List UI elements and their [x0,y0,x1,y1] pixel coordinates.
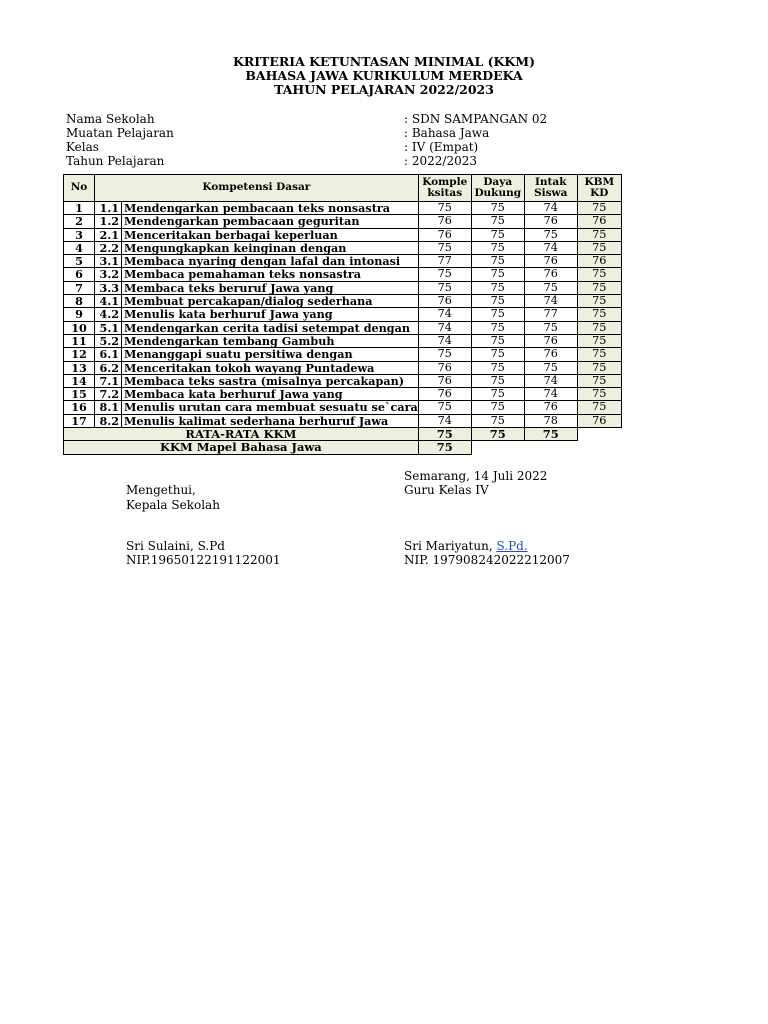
row-kbm-kd: 75 [577,401,621,414]
principal-nip: NIP.19650122191122001 [126,553,281,567]
row-kbm-kd: 75 [577,348,621,361]
info-label-class: Kelas [66,140,99,154]
table-row [64,295,622,308]
table-row [64,321,622,334]
header-kbm-kd: KBM KD [577,175,621,202]
table-row [64,348,622,361]
row-daya-dukung: 75 [471,255,524,268]
table-row [64,308,622,321]
row-description: Mendengarkan tembang Gambuh [122,334,419,347]
row-kbm-kd: 75 [577,268,621,281]
row-number: 10 [64,321,95,334]
row-intak-siswa: 76 [524,268,577,281]
row-description: Menceritakan tokoh wayang Puntadewa [122,361,419,374]
average-row [64,428,622,441]
row-intak-siswa: 75 [524,228,577,241]
info-value-school: : SDN SAMPANGAN 02 [404,112,548,126]
row-daya-dukung: 75 [471,228,524,241]
info-value-class: : IV (Empat) [404,140,479,154]
table-header-row [64,175,622,202]
row-intak-siswa: 74 [524,374,577,387]
row-daya-dukung: 75 [471,308,524,321]
row-intak-siswa: 76 [524,255,577,268]
mapel-row [64,441,622,454]
doc-title-line2: BAHASA JAWA KURIKULUM MERDEKA [245,68,523,83]
row-description: Membaca pemahaman teks nonsastra [122,268,419,281]
row-kbm-kd: 76 [577,414,621,427]
row-intak-siswa: 74 [524,295,577,308]
row-kompleksitas: 75 [418,268,471,281]
row-daya-dukung: 75 [471,202,524,215]
row-kompleksitas: 74 [418,308,471,321]
row-kd-code: 7.2 [95,388,122,401]
row-number: 5 [64,255,95,268]
row-daya-dukung: 75 [471,215,524,228]
row-intak-siswa: 74 [524,202,577,215]
row-description: Membaca kata berhuruf Jawa yang [122,388,419,401]
header-kompetensi-dasar: Kompetensi Dasar [95,175,419,202]
table-row [64,228,622,241]
row-kd-code: 8.1 [95,401,122,414]
row-kbm-kd: 75 [577,228,621,241]
row-number: 1 [64,202,95,215]
row-number: 2 [64,215,95,228]
row-number: 13 [64,361,95,374]
row-number: 16 [64,401,95,414]
table-row [64,241,622,254]
row-kbm-kd: 75 [577,241,621,254]
row-kompleksitas: 77 [418,255,471,268]
row-daya-dukung: 75 [471,401,524,414]
row-kd-code: 6.2 [95,361,122,374]
row-daya-dukung: 75 [471,348,524,361]
row-number: 4 [64,241,95,254]
row-kd-code: 3.3 [95,281,122,294]
row-description: Menulis kalimat sederhana berhuruf Jawa [122,414,419,427]
row-number: 6 [64,268,95,281]
mapel-value: 75 [418,441,471,454]
doc-title-line3: TAHUN PELAJARAN 2022/2023 [274,82,494,97]
average-label: RATA-RATA KKM [64,428,419,441]
info-label-subject: Muatan Pelajaran [66,126,174,140]
row-kbm-kd: 76 [577,215,621,228]
row-description: Menulis urutan cara membuat sesuatu se`cara [122,401,419,414]
table-row [64,281,622,294]
row-kbm-kd: 75 [577,202,621,215]
header-kompleksitas: Komple ksitas [418,175,471,202]
mapel-label: KKM Mapel Bahasa Jawa [64,441,419,454]
row-number: 12 [64,348,95,361]
row-kd-code: 3.2 [95,268,122,281]
row-kbm-kd: 75 [577,308,621,321]
row-kompleksitas: 76 [418,374,471,387]
table-row [64,334,622,347]
header-no: No [64,175,95,202]
row-kbm-kd: 75 [577,295,621,308]
row-kompleksitas: 74 [418,334,471,347]
row-kbm-kd: 76 [577,255,621,268]
doc-title-line1: KRITERIA KETUNTASAN MINIMAL (KKM) [232,54,536,69]
row-intak-siswa: 76 [524,348,577,361]
row-kbm-kd: 75 [577,388,621,401]
row-kd-code: 4.1 [95,295,122,308]
row-daya-dukung: 75 [471,281,524,294]
principal-role: Kepala Sekolah [126,498,220,512]
row-daya-dukung: 75 [471,388,524,401]
table-row [64,215,622,228]
row-daya-dukung: 75 [471,241,524,254]
row-kd-code: 5.2 [95,334,122,347]
header-intak-siswa: Intak Siswa [524,175,577,202]
row-kbm-kd: 75 [577,281,621,294]
row-daya-dukung: 75 [471,374,524,387]
info-label-year: Tahun Pelajaran [66,154,165,168]
info-value-year: : 2022/2023 [404,154,477,168]
row-description: Mendengarkan pembacaan geguritan [122,215,419,228]
principal-name: Sri Sulaini, S.Pd [126,539,225,553]
row-intak-siswa: 78 [524,414,577,427]
row-kd-code: 6.1 [95,348,122,361]
row-description: Mendengarkan cerita tadisi setempat dengan [122,321,419,334]
average-kompleksitas: 75 [418,428,471,441]
row-kompleksitas: 76 [418,295,471,308]
row-description: Membaca nyaring dengan lafal dan intonasi [122,255,419,268]
row-description: Membaca teks beruruf Jawa yang [122,281,419,294]
kkm-table [63,174,622,455]
row-kbm-kd: 75 [577,321,621,334]
row-kd-code: 1.1 [95,202,122,215]
row-kompleksitas: 74 [418,321,471,334]
row-daya-dukung: 75 [471,414,524,427]
row-kd-code: 8.2 [95,414,122,427]
row-daya-dukung: 75 [471,268,524,281]
row-description: Mengungkapkan keinginan dengan [122,241,419,254]
row-daya-dukung: 75 [471,334,524,347]
row-intak-siswa: 77 [524,308,577,321]
table-row [64,268,622,281]
table-row [64,414,622,427]
row-number: 7 [64,281,95,294]
row-kompleksitas: 75 [418,348,471,361]
row-daya-dukung: 75 [471,361,524,374]
row-description: Mendengarkan pembacaan teks nonsastra [122,202,419,215]
acknowledgement-text: Mengethui, [126,483,196,497]
degree-link[interactable]: S.Pd. [496,539,528,553]
table-row [64,374,622,387]
row-intak-siswa: 76 [524,401,577,414]
row-kompleksitas: 76 [418,388,471,401]
row-intak-siswa: 75 [524,281,577,294]
row-kompleksitas: 76 [418,215,471,228]
row-kompleksitas: 75 [418,241,471,254]
table-row [64,255,622,268]
info-value-subject: : Bahasa Jawa [404,126,490,140]
row-description: Menanggapi suatu persitiwa dengan [122,348,419,361]
place-date: Semarang, 14 Juli 2022 [404,469,548,483]
row-intak-siswa: 75 [524,361,577,374]
row-kd-code: 2.1 [95,228,122,241]
row-number: 15 [64,388,95,401]
row-number: 17 [64,414,95,427]
row-description: Membaca teks sastra (misalnya percakapan) [122,374,419,387]
row-description: Menceritakan berbagai keperluan [122,228,419,241]
row-kbm-kd: 75 [577,334,621,347]
row-intak-siswa: 74 [524,241,577,254]
table-row [64,361,622,374]
row-number: 8 [64,295,95,308]
row-kbm-kd: 75 [577,361,621,374]
row-description: Menulis kata berhuruf Jawa yang [122,308,419,321]
row-kd-code: 5.1 [95,321,122,334]
row-kd-code: 7.1 [95,374,122,387]
row-kd-code: 2.2 [95,241,122,254]
row-number: 14 [64,374,95,387]
row-kompleksitas: 75 [418,281,471,294]
average-daya-dukung: 75 [471,428,524,441]
row-intak-siswa: 76 [524,215,577,228]
average-intak-siswa: 75 [524,428,577,441]
teacher-role: Guru Kelas IV [404,483,489,497]
row-kompleksitas: 76 [418,228,471,241]
row-description: Membuat percakapan/dialog sederhana [122,295,419,308]
teacher-name: Sri Mariyatun, S.Pd. [404,539,528,553]
row-kompleksitas: 74 [418,414,471,427]
row-intak-siswa: 75 [524,321,577,334]
row-number: 9 [64,308,95,321]
header-daya-dukung: Daya Dukung [471,175,524,202]
row-kd-code: 3.1 [95,255,122,268]
table-row [64,388,622,401]
row-number: 3 [64,228,95,241]
row-daya-dukung: 75 [471,295,524,308]
row-kompleksitas: 76 [418,361,471,374]
table-row [64,401,622,414]
row-kd-code: 1.2 [95,215,122,228]
row-kompleksitas: 75 [418,401,471,414]
row-kbm-kd: 75 [577,374,621,387]
row-intak-siswa: 74 [524,388,577,401]
row-kompleksitas: 75 [418,202,471,215]
info-label-school: Nama Sekolah [66,112,155,126]
table-row [64,202,622,215]
row-intak-siswa: 76 [524,334,577,347]
row-kd-code: 4.2 [95,308,122,321]
teacher-nip: NIP. 197908242022212007 [404,553,570,567]
row-daya-dukung: 75 [471,321,524,334]
row-number: 11 [64,334,95,347]
